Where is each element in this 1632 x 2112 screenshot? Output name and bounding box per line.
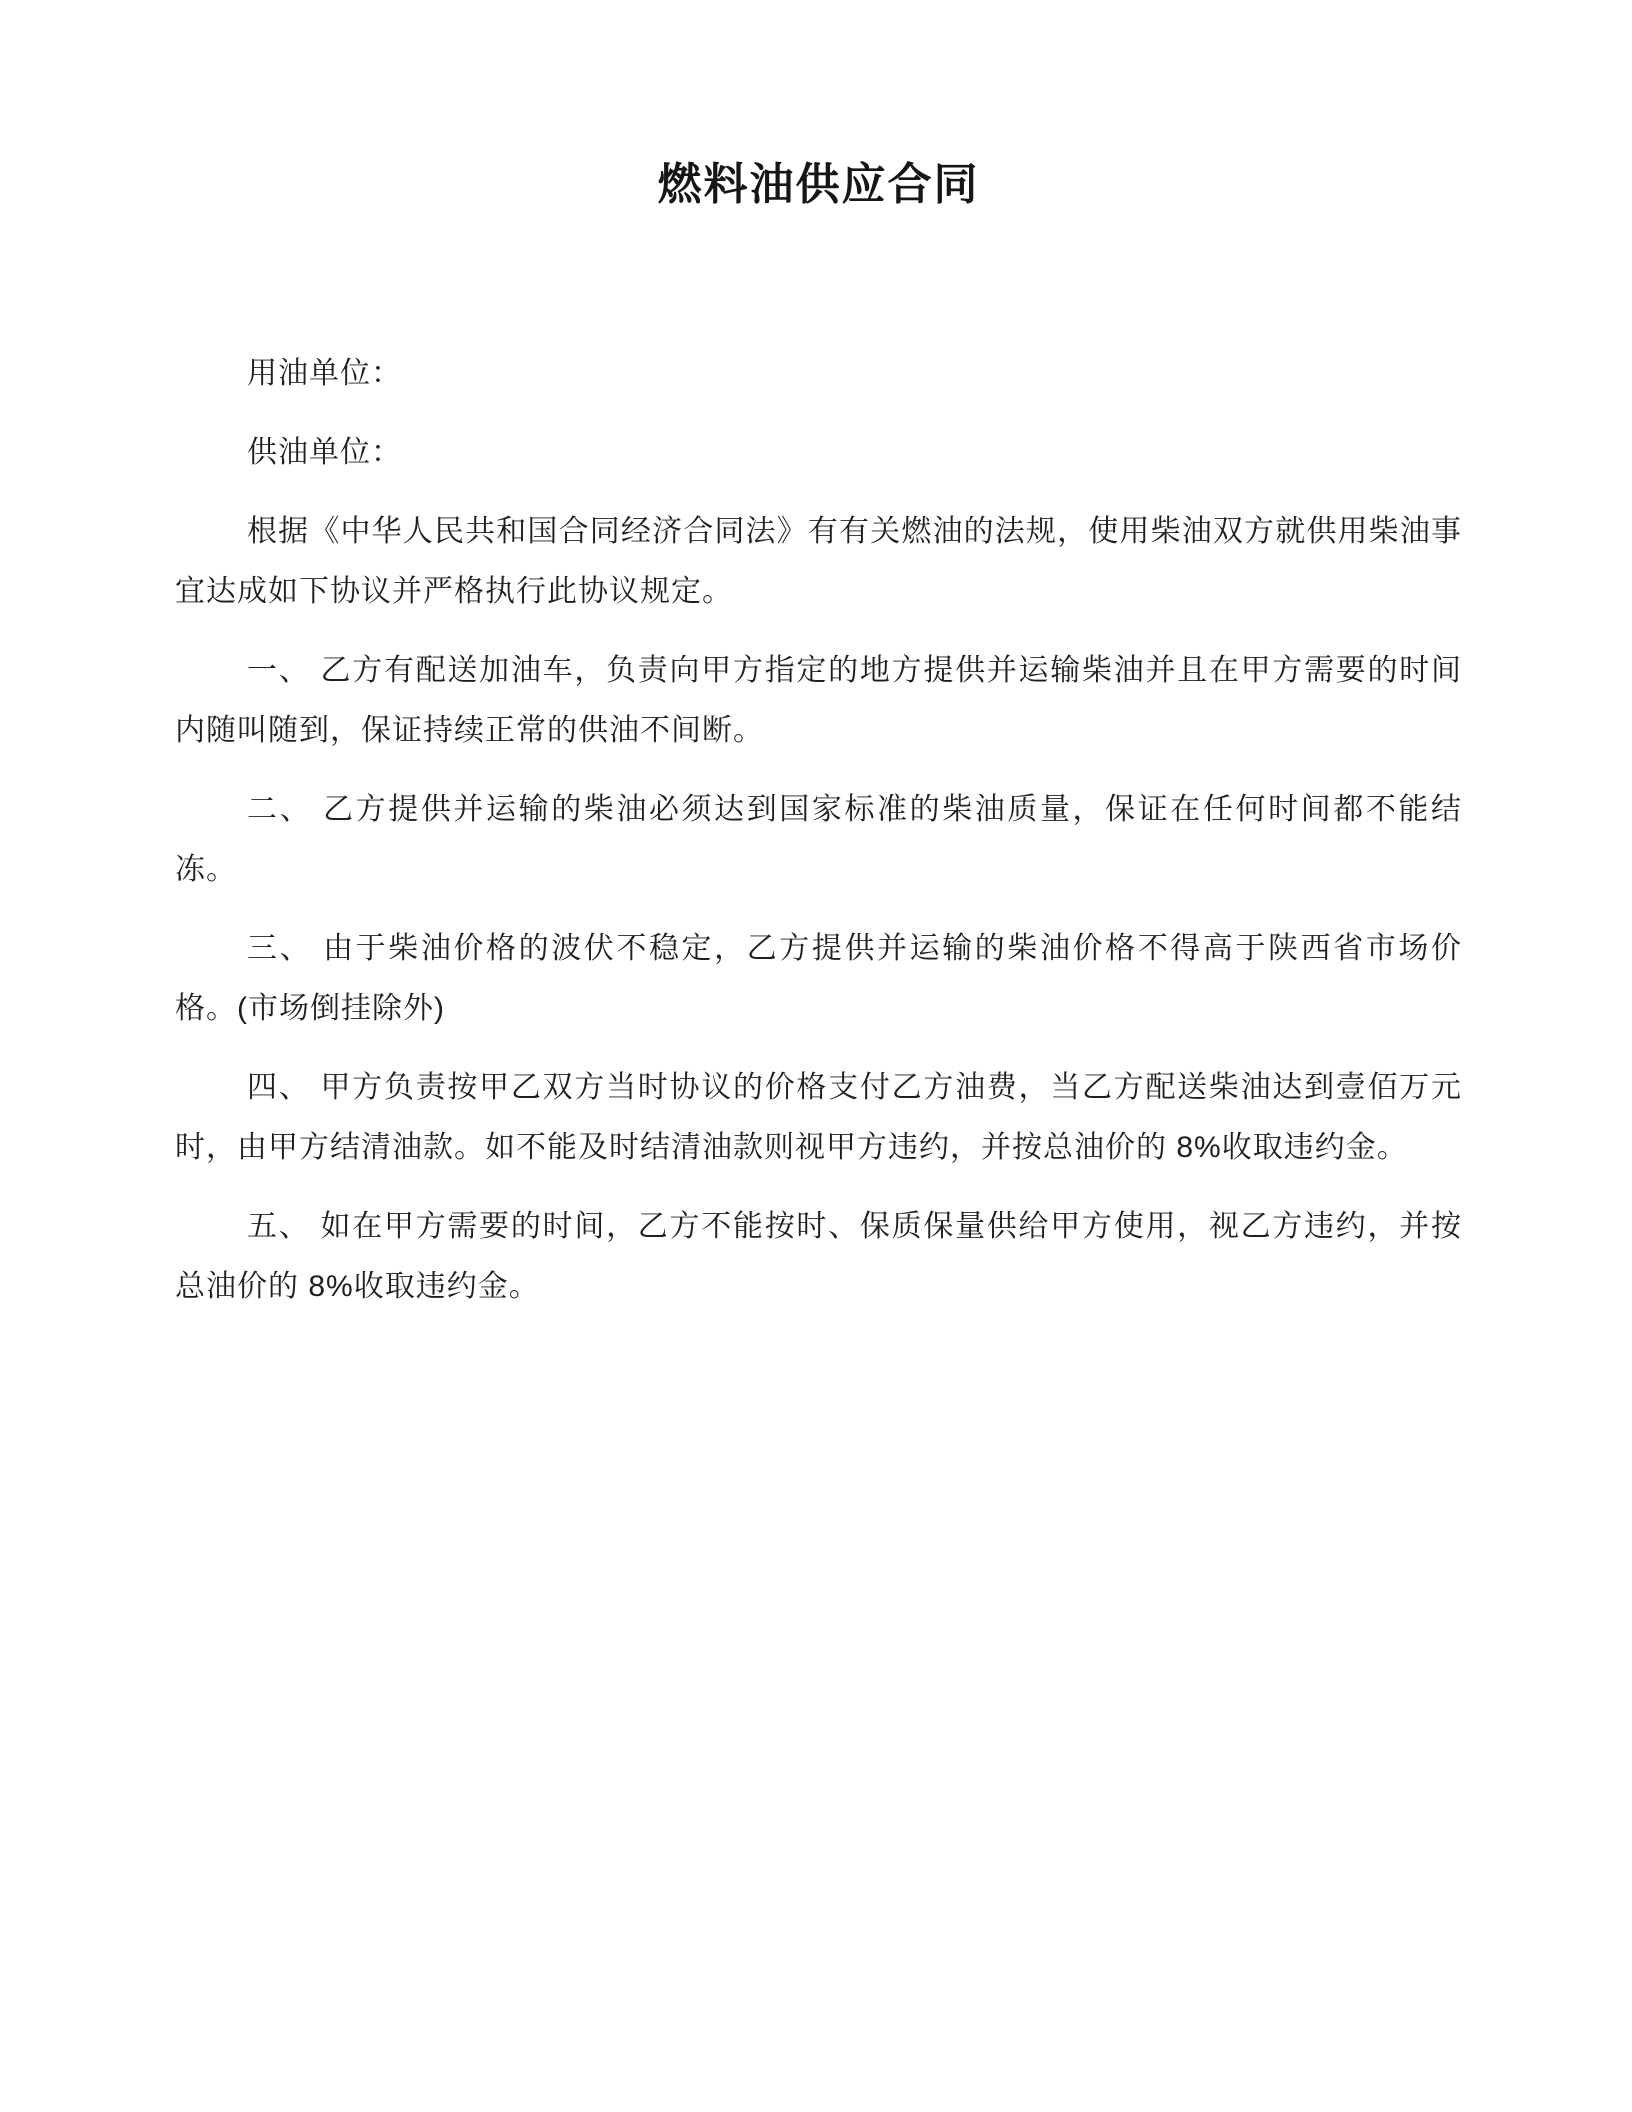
party-line-oil-supplier: 供油单位： (247, 436, 402, 469)
clause-2: 二、 乙方提供并运输的柴油必须达到国家标准的柴油质量，保证在任何时间都不能结冻。 (175, 793, 1462, 886)
party-line-oil-user: 用油单位： (247, 357, 402, 390)
clause-4: 四、 甲方负责按甲乙双方当时协议的价格支付乙方油费，当乙方配送柴油达到壹佰万元时，由甲方结清油款。如不能及时结清油款则视甲方违约，并按总油价的 8%收取违约金。 (175, 1071, 1462, 1164)
clause-5: 五、 如在甲方需要的时间，乙方不能按时、保质保量供给甲方使用，视乙方违约，并按总油价的 8%收取违约金。 (175, 1210, 1462, 1303)
intro-paragraph: 根据《中华人民共和国合同经济合同法》有有关燃油的法规，使用柴油双方就供用柴油事宜达成如下协议并严格执行此协议规定。 (175, 515, 1462, 608)
document-title: 燃料油供应合同 (657, 160, 980, 209)
clause-3: 三、 由于柴油价格的波伏不稳定，乙方提供并运输的柴油价格不得高于陕西省市场价格。(市场倒挂除外) (175, 932, 1462, 1025)
clause-1: 一、 乙方有配送加油车，负责向甲方指定的地方提供并运输柴油并且在甲方需要的时间内随叫随到，保证持续正常的供油不间断。 (175, 654, 1462, 747)
